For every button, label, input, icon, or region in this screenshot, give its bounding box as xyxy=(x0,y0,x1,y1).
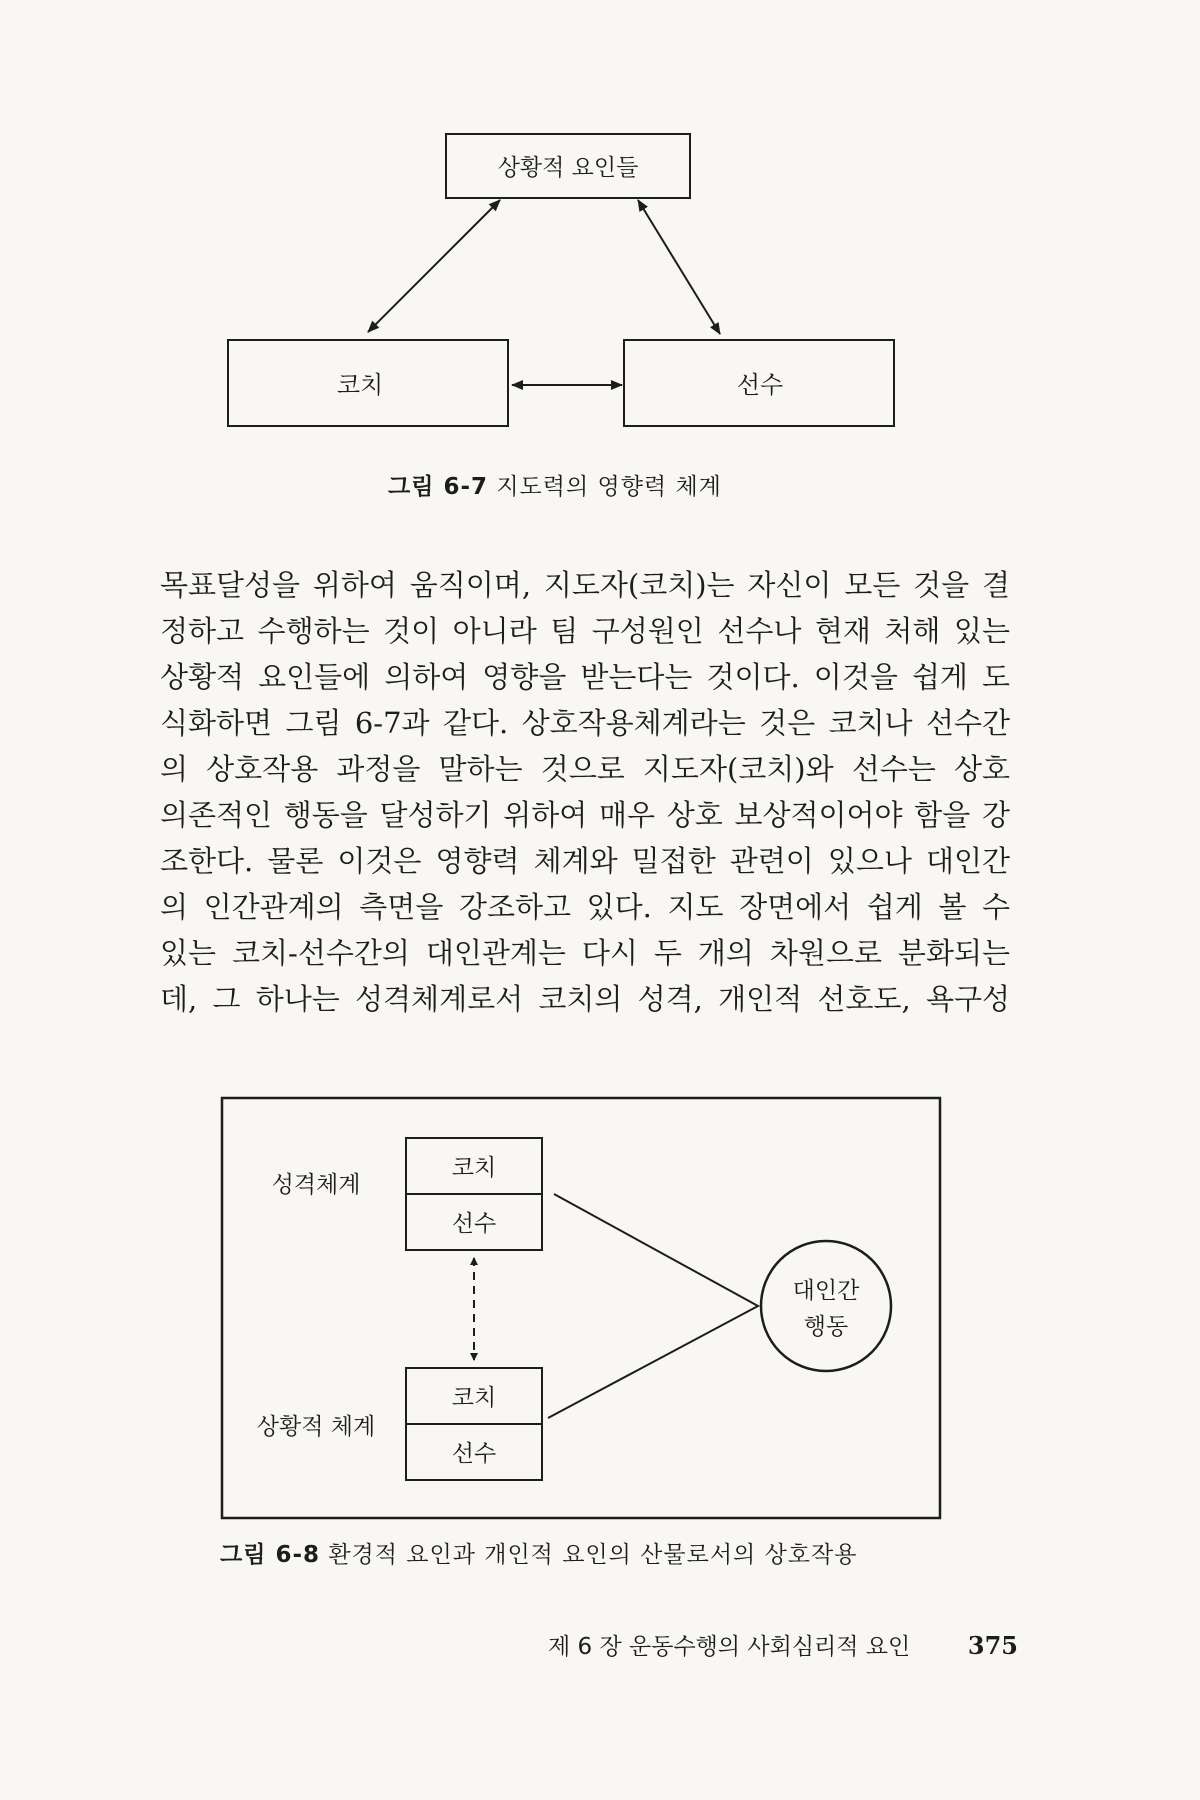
player-box-label: 선수 xyxy=(736,371,784,399)
body-line-10: 데, 그 하나는 성격체계로서 코치의 성격, 개인적 선호도, 욕구성 xyxy=(160,982,1010,1016)
figure-6-7-caption xyxy=(388,468,722,501)
body-line-1: 목표달성을 위하여 움직이며, 지도자(코치)는 자신이 모든 것을 결 xyxy=(160,568,1010,602)
arrow-situational-player xyxy=(638,200,720,334)
body-line-8: 의 인간관계의 측면을 강조하고 있다. 지도 장면에서 쉽게 볼 수 xyxy=(160,890,1010,924)
circle-label-line2: 행동 xyxy=(803,1314,849,1340)
figure-6-8-caption xyxy=(220,1536,857,1569)
figure-6-8-diagram xyxy=(0,1080,1200,1540)
figure-6-7-diagram xyxy=(0,0,1200,460)
circle-label-line1: 대인간 xyxy=(792,1278,860,1304)
lower-player-label: 선수 xyxy=(451,1441,497,1467)
figure-6-8-number: 그림 6-8 xyxy=(220,1542,320,1568)
body-line-9: 있는 코치-선수간의 대인관계는 다시 두 개의 차원으로 분화되는 xyxy=(160,936,1010,970)
body-line-6: 의존적인 행동을 달성하기 위하여 매우 상호 보상적이어야 함을 강 xyxy=(160,798,1010,832)
personality-system-label: 성격체계 xyxy=(271,1172,361,1198)
coach-box-label: 코치 xyxy=(336,371,384,399)
running-footer xyxy=(548,1628,1018,1661)
upper-coach-label: 코치 xyxy=(451,1155,497,1181)
situational-factors-label: 상황적 요인들 xyxy=(497,155,639,181)
figure-6-7-title: 지도력의 영향력 체계 xyxy=(496,474,722,500)
body-line-2: 정하고 수행하는 것이 아니라 팀 구성원인 선수나 현재 처해 있는 xyxy=(160,614,1010,648)
body-paragraph xyxy=(160,562,1010,1022)
upper-player-label: 선수 xyxy=(451,1211,497,1237)
body-line-3: 상황적 요인들에 의하여 영향을 받는다는 것이다. 이것을 쉽게 도 xyxy=(160,660,1010,694)
interpersonal-behavior-circle xyxy=(761,1241,891,1371)
arrow-situational-coach xyxy=(368,200,500,332)
figure-6-7-number: 그림 6-7 xyxy=(388,474,488,500)
lower-coach-label: 코치 xyxy=(451,1385,497,1411)
body-line-4: 식화하면 그림 6-7과 같다. 상호작용체계라는 것은 코치나 선수간 xyxy=(160,706,1010,740)
chapter-title: 제 6 장 운동수행의 사회심리적 요인 xyxy=(548,1634,911,1660)
body-line-7: 조한다. 물론 이것은 영향력 체계와 밀접한 관련이 있으나 대인간 xyxy=(160,844,1010,878)
body-line-5: 의 상호작용 과정을 말하는 것으로 지도자(코치)와 선수는 상호 xyxy=(160,752,1010,786)
figure-6-8-frame xyxy=(222,1098,940,1518)
page-number: 375 xyxy=(967,1631,1018,1660)
figure-6-8-title: 환경적 요인과 개인적 요인의 산물로서의 상호작용 xyxy=(328,1542,858,1568)
converging-lines xyxy=(548,1194,758,1418)
situational-system-label: 상황적 체계 xyxy=(256,1414,376,1440)
